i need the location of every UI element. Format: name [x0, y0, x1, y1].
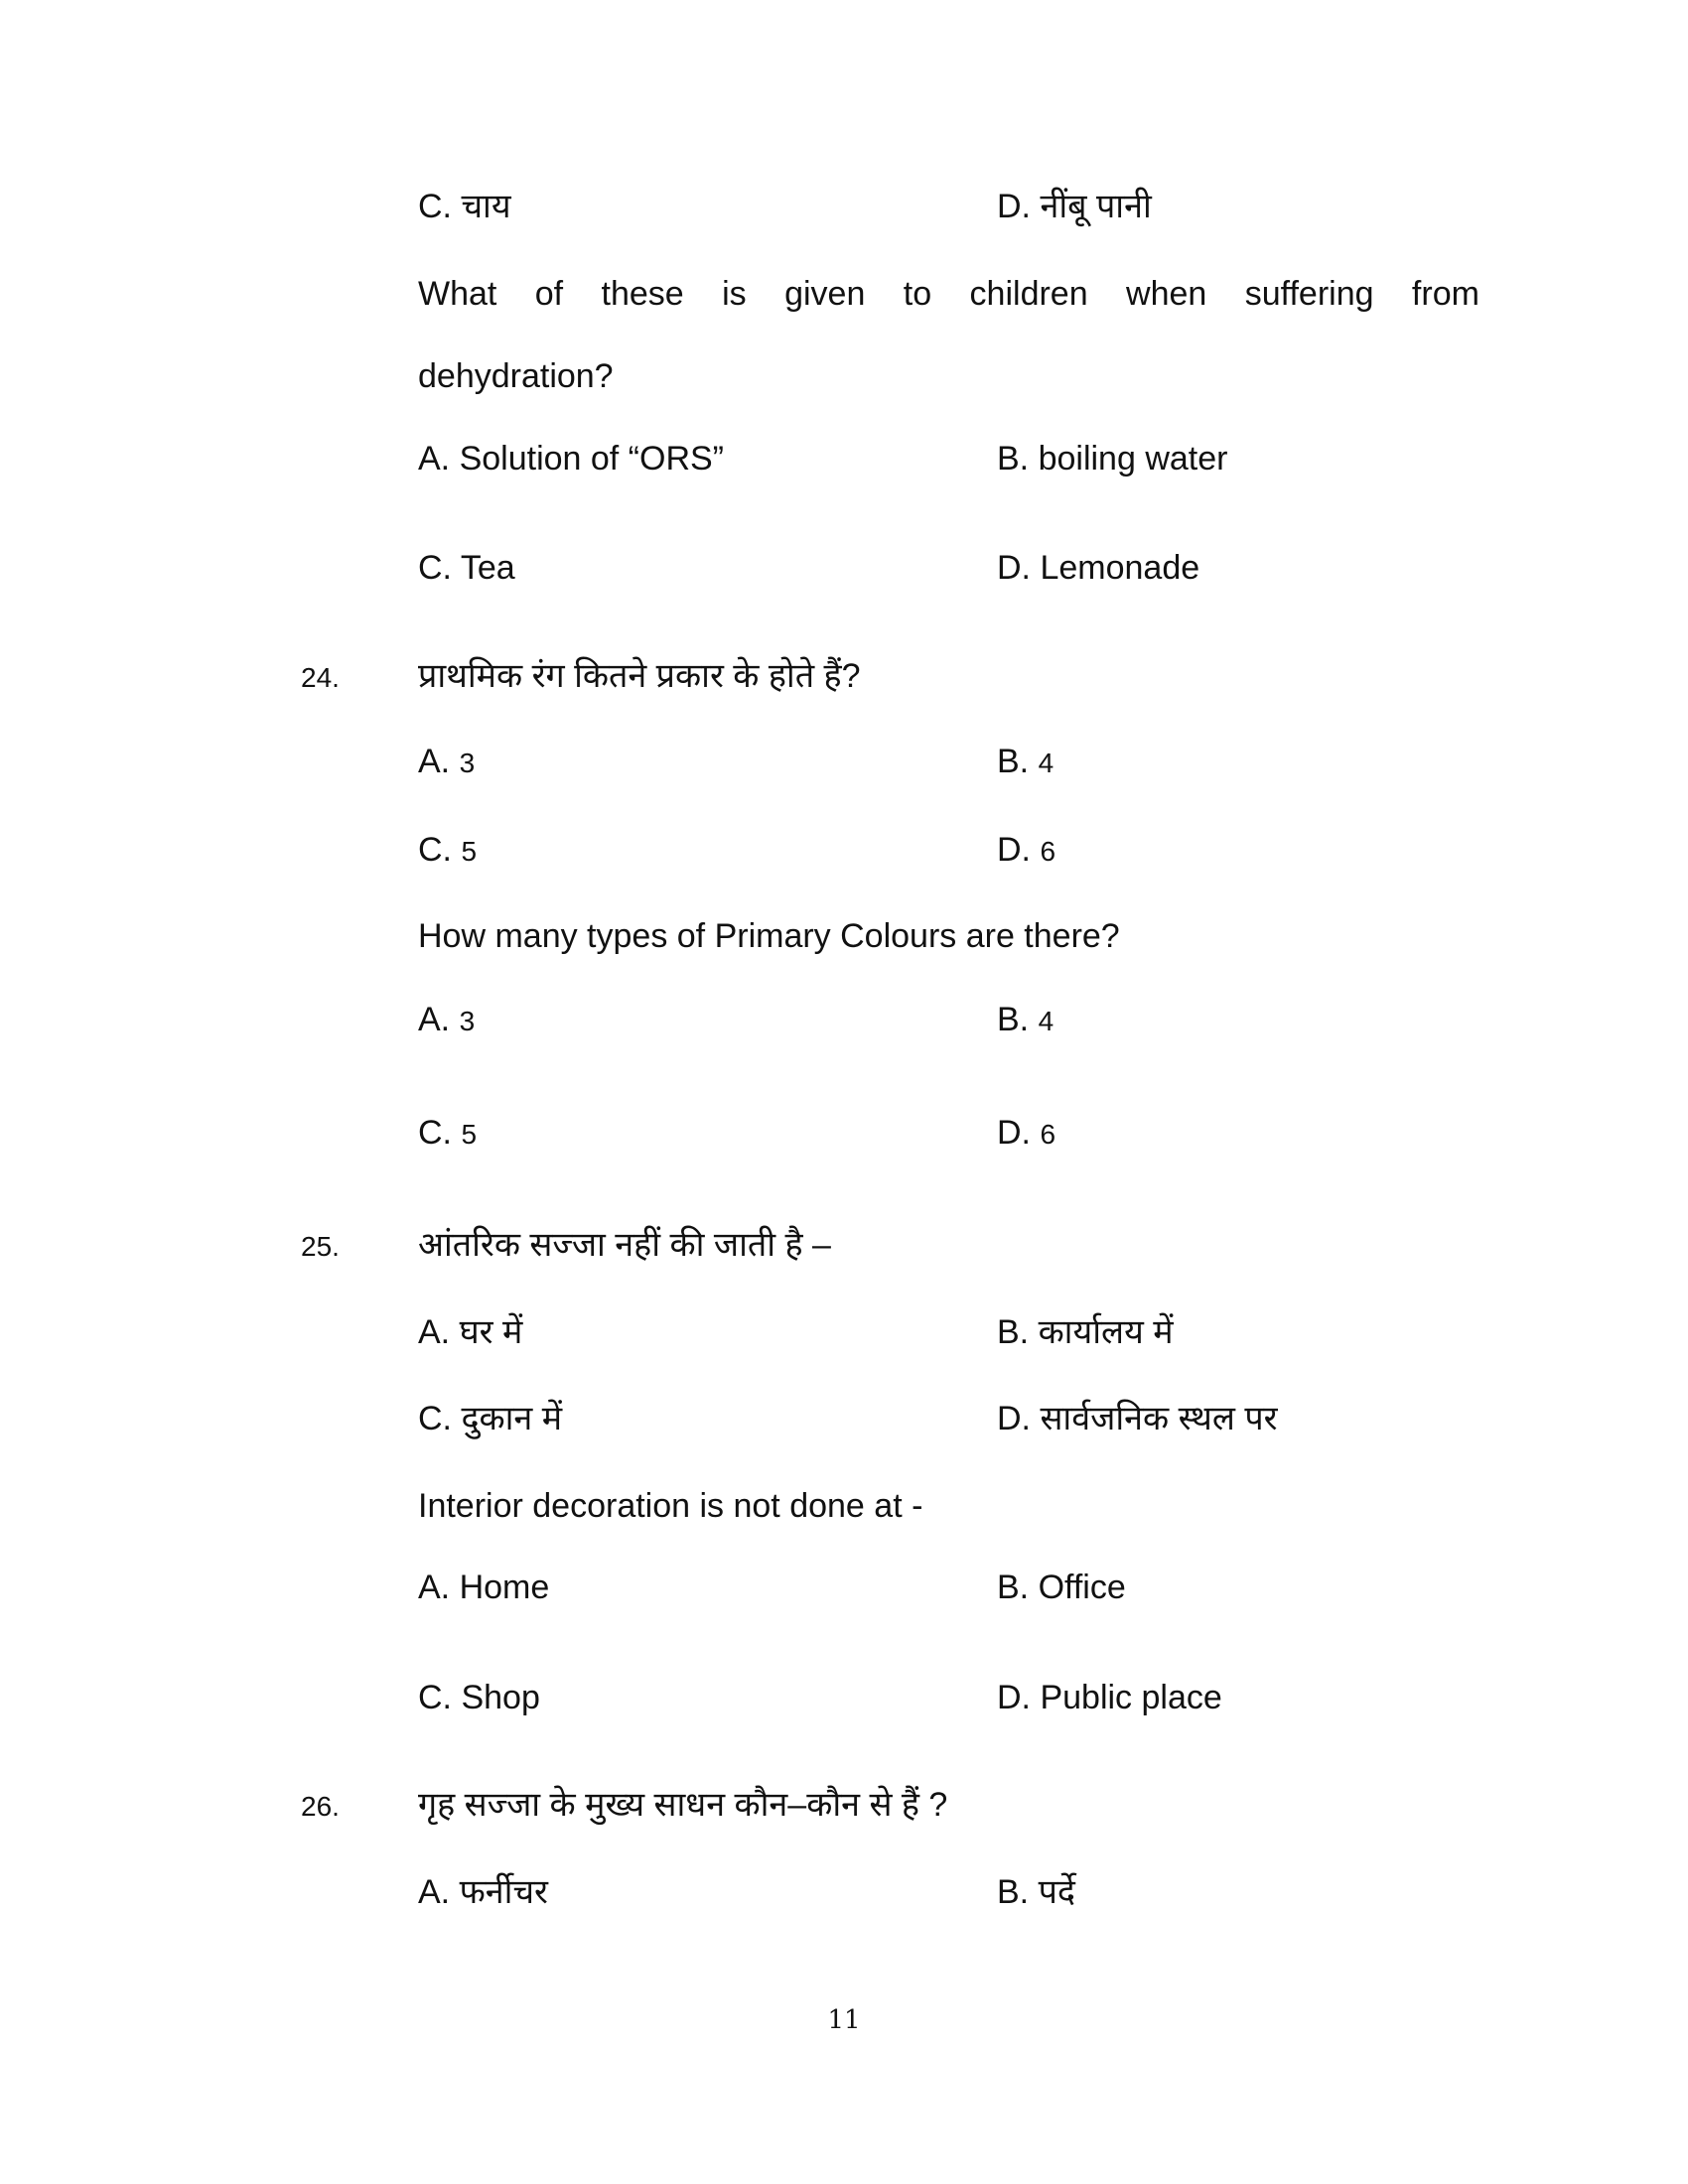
q26-hindi-option-b: B. पर्दे [997, 1873, 1075, 1911]
q23-hindi-option-c: C. चाय [418, 188, 511, 225]
option-label: A. [418, 1001, 451, 1038]
page-number: 11 [827, 2005, 861, 2035]
q26-hindi-question: गृह सज्जा के मुख्य साधन कौन–कौन से हैं ? [418, 1786, 948, 1824]
option-value: 6 [1040, 836, 1056, 867]
q25-hindi-option-a: A. घर में [418, 1313, 523, 1351]
option-label: C. [418, 1114, 452, 1152]
q23-english-option-a: A. Solution of “ORS” [418, 440, 725, 478]
option-value: 4 [1038, 1006, 1055, 1036]
q25-hindi-question: आंतरिक सज्जा नहीं की जाती है – [418, 1226, 831, 1264]
q24-english-option-c [418, 1113, 477, 1155]
q24-hindi-option-c [418, 830, 477, 872]
word: What [418, 275, 497, 313]
option-label: D. [997, 831, 1031, 869]
word: when [1126, 275, 1207, 313]
option-value: 5 [461, 1119, 478, 1150]
option-value: 5 [461, 836, 478, 867]
q25-hindi-option-c: C. दुकान में [418, 1400, 563, 1437]
option-label: C. [418, 831, 452, 869]
option-label: D. [997, 1114, 1031, 1152]
q23-english-option-c: C. Tea [418, 549, 515, 587]
q23-english-question-line2: dehydration? [418, 357, 614, 395]
word: from [1411, 275, 1479, 313]
question-number-25: 25. [301, 1231, 340, 1262]
option-label: B. [997, 1001, 1030, 1038]
option-value: 3 [459, 1006, 476, 1036]
option-label: A. [418, 743, 451, 780]
q24-english-option-a [418, 1000, 475, 1041]
q23-english-option-b: B. boiling water [997, 440, 1228, 478]
q25-english-option-a: A. Home [418, 1569, 550, 1606]
q24-hindi-option-b [997, 742, 1054, 783]
option-value: 3 [459, 748, 476, 778]
q23-english-question-line1 [418, 274, 1479, 314]
q24-hindi-option-d [997, 830, 1055, 872]
option-label: B. [997, 743, 1030, 780]
q23-english-option-d: D. Lemonade [997, 549, 1200, 587]
q25-english-question: Interior decoration is not done at - [418, 1487, 923, 1525]
q25-hindi-option-d: D. सार्वजनिक स्थल पर [997, 1400, 1278, 1437]
word: these [601, 275, 684, 313]
word: suffering [1244, 275, 1374, 313]
word: is [722, 275, 747, 313]
q25-english-option-b: B. Office [997, 1569, 1126, 1606]
word: children [969, 275, 1088, 313]
word: to [903, 275, 932, 313]
q24-english-option-b [997, 1000, 1054, 1041]
q25-english-option-c: C. Shop [418, 1679, 540, 1716]
q24-english-option-d [997, 1113, 1055, 1155]
word: given [784, 275, 866, 313]
q24-hindi-question: प्राथमिक रंग कितने प्रकार के होते हैं? [418, 657, 861, 695]
q24-hindi-option-a [418, 742, 475, 783]
option-value: 4 [1038, 748, 1055, 778]
question-number-24: 24. [301, 662, 340, 693]
question-number-26: 26. [301, 1791, 340, 1822]
q23-hindi-option-d: D. नींबू पानी [997, 188, 1152, 225]
q25-hindi-option-b: B. कार्यालय में [997, 1313, 1174, 1351]
word: of [534, 275, 564, 313]
q26-hindi-option-a: A. फर्नीचर [418, 1873, 548, 1911]
q25-english-option-d: D. Public place [997, 1679, 1222, 1716]
option-value: 6 [1040, 1119, 1056, 1150]
q24-english-question: How many types of Primary Colours are there? [418, 917, 1120, 955]
